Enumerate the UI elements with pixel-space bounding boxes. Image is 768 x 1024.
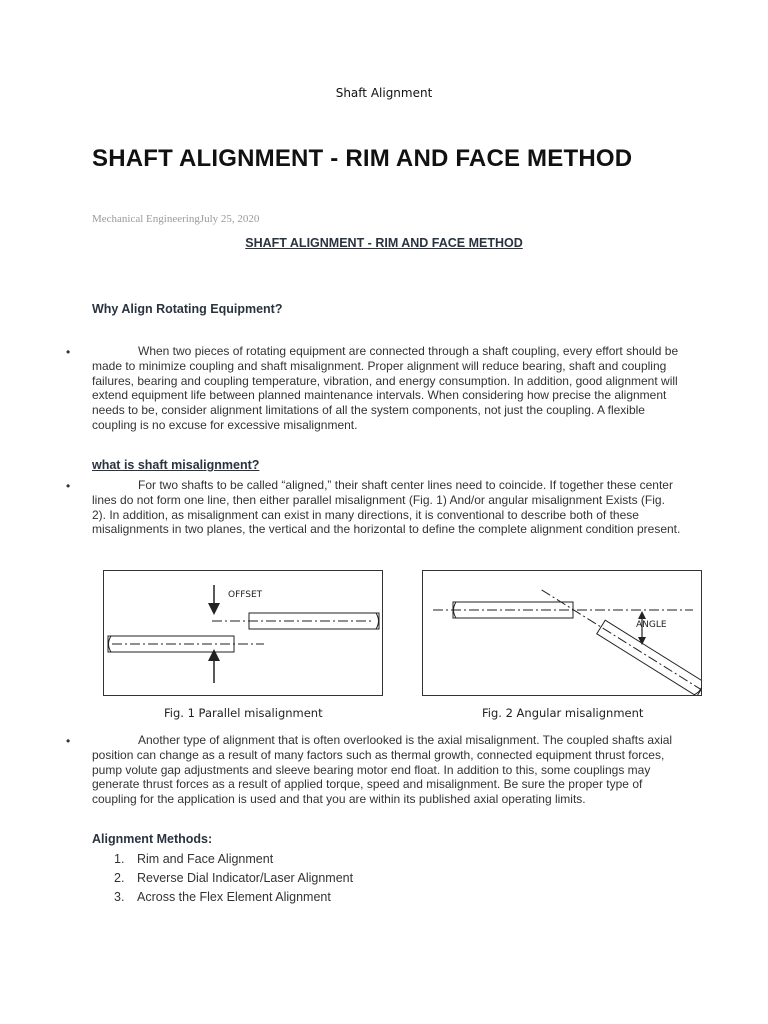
why-align-heading: Why Align Rotating Equipment? [92,302,283,316]
why-align-text: When two pieces of rotating equipment are connected through a shaft coupling, every effort should be made to minimize coupling and shaft misalignment. Proper alignment will reduce bearing, shaft and coupling failures, bearing and coupling temperature, vibration, and energy consumption. In addition, good alignment will extend equipment life between planned maintenance intervals. When considering how precise the alignment needs to be, consider alignment limitations of all the system components, not just the coupling. A flexible coupling is no excuse for excessive misalignment. [92,344,679,432]
article-title: SHAFT ALIGNMENT - RIM AND FACE METHOD [92,145,633,172]
angular-misalignment-diagram [423,571,701,695]
axial-misalignment-text: Another type of alignment that is often overlooked is the axial misalignment. The coupled shafts axial position can change as a result of many factors such as thermal growth, connected equipment thrust forces, pump volute gap adjustments and sleeve bearing motor end float. In addition to this, some couplings may generate thrust forces as a result of applied torque, speed and misalignment. Be sure the proper type of coupling for the application is used and that you are within its published axial operating limits. [92,733,673,807]
bullet-glyph: • [66,345,71,359]
what-is-misalignment-paragraph [92,478,682,537]
figure-parallel-misalignment [103,570,383,696]
why-align-paragraph [92,344,682,433]
offset-label: OFFSET [228,590,263,600]
angle-label: ANGLE [636,620,667,630]
figure-1-caption: Fig. 1 Parallel misalignment [164,706,323,720]
list-item: 1. Rim and Face Alignment [114,852,274,866]
alignment-methods-heading: Alignment Methods: [92,832,213,846]
bullet-glyph: • [66,734,71,748]
alignment-methods-list [92,850,353,907]
axial-misalignment-paragraph [92,733,682,807]
list-item: 2. Reverse Dial Indicator/Laser Alignment [114,871,354,885]
parallel-misalignment-diagram [104,571,382,695]
article-meta: Mechanical EngineeringJuly 25, 2020 [92,213,260,225]
what-is-misalignment-heading: what is shaft misalignment? [92,458,260,472]
what-is-misalignment-text: For two shafts to be called “aligned,” their shaft center lines need to coincide. If together these center lines do not form one line, then either parallel misalignment (Fig. 1) And/or angular misalignment Exists (Fig. 2). In addition, as misalignment can exist in many directions, it is conventional to describe both of these misalignments in two planes, the vertical and the horizontal to define the complete alignment condition present. [92,478,681,537]
list-item: 3. Across the Flex Element Alignment [114,890,331,904]
figure-angular-misalignment [422,570,702,696]
article-subheading: SHAFT ALIGNMENT - RIM AND FACE METHOD [245,236,523,250]
figure-2-caption: Fig. 2 Angular misalignment [482,706,644,720]
bullet-glyph: • [66,479,71,493]
running-header: Shaft Alignment [335,86,433,100]
